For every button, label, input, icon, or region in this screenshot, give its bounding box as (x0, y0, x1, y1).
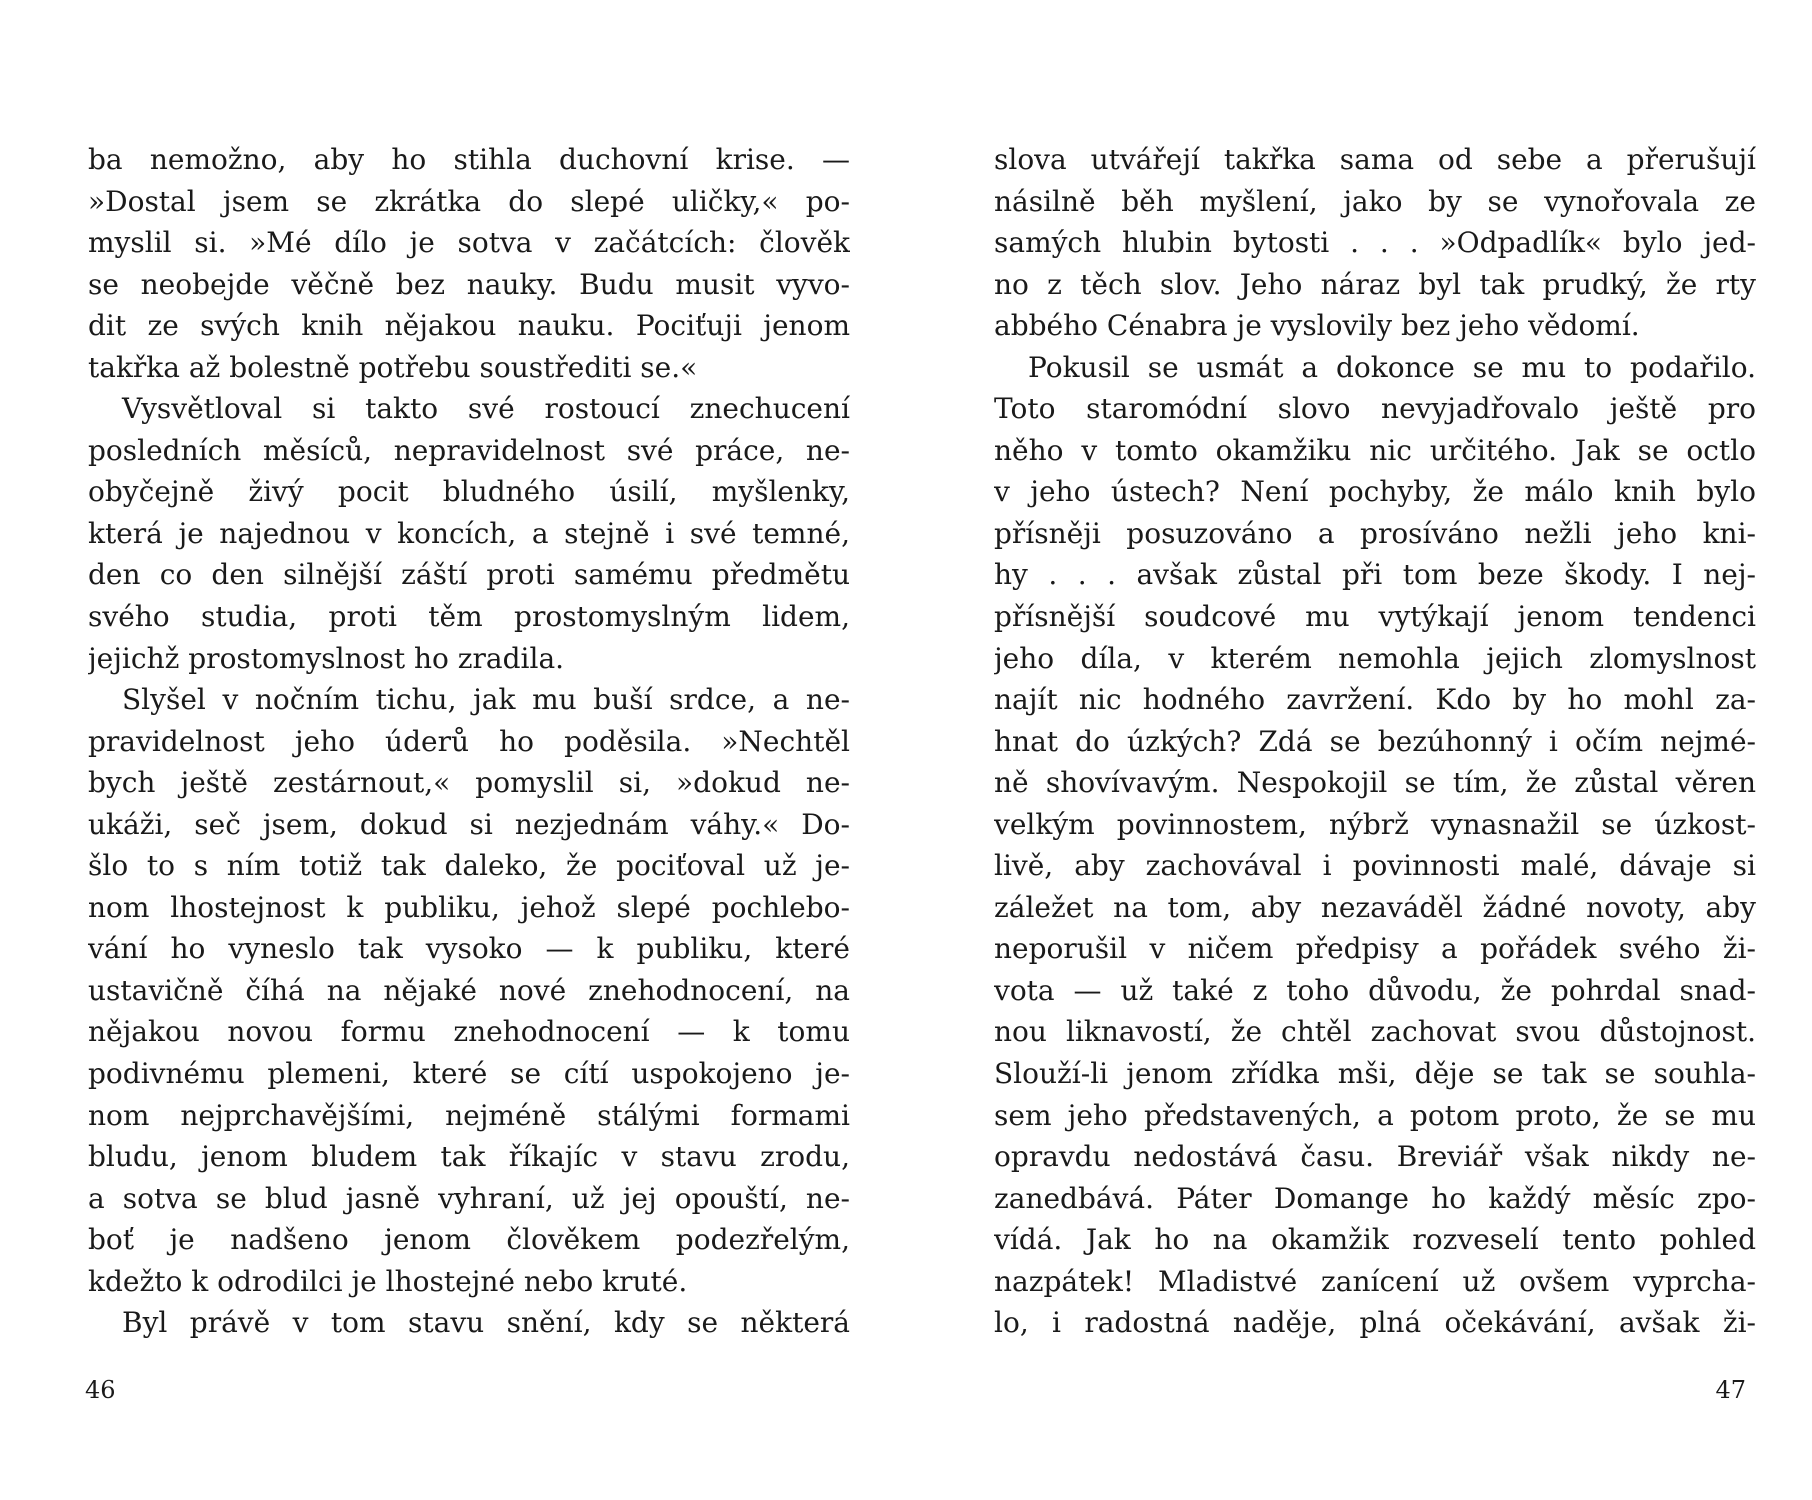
text-line: jejichž prostomyslnost ho zradila. (88, 641, 565, 675)
text-line: hnat do úzkých? Zdá se bezúhonný i očím nejmé- (994, 724, 1756, 758)
text-line: abbého Cénabra je vyslovily bez jeho vědomí. (994, 309, 1640, 343)
text-line: šlo to s ním totiž tak daleko, že pociťoval už je- (88, 849, 850, 883)
text-line: ustavičně číhá na nějaké nové znehodnocení, na (88, 973, 850, 1007)
text-line: vídá. Jak ho na okamžik rozveselí tento pohled (994, 1223, 1756, 1257)
text-line: záležet na tom, aby nezaváděl žádné novoty, aby (994, 890, 1756, 924)
text-line: opravdu nedostává času. Breviář však nikdy ne- (994, 1140, 1756, 1174)
text-line: neporušil v ničem předpisy a pořádek svého ži- (994, 932, 1756, 966)
text-line: takřka až bolestně potřebu soustřediti se.« (88, 350, 698, 384)
text-line: myslil si. »Mé dílo je sotva v začátcích: člověk (88, 226, 850, 260)
text-line: něho v tomto okamžiku nic určitého. Jak se octlo (994, 433, 1756, 467)
text-line: vota — už také z toho důvodu, že pohrdal snad- (994, 973, 1756, 1007)
text-line: hy . . . avšak zůstal při tom beze škody. I nej- (994, 558, 1756, 592)
text-line: násilně běh myšlení, jako by se vynořovala ze (994, 184, 1756, 218)
left-text-column (88, 139, 850, 1344)
text-line: Slouží-li jenom zřídka mši, děje se tak se souhla- (994, 1057, 1756, 1091)
text-line: vání ho vyneslo tak vysoko — k publiku, které (88, 932, 850, 966)
text-line: zanedbává. Páter Domange ho každý měsíc zpo- (994, 1181, 1756, 1215)
text-line: Slyšel v nočním tichu, jak mu buší srdce, a ne- (122, 683, 850, 717)
text-line: velkým povinnostem, nýbrž vynasnažil se úzkost- (994, 807, 1756, 841)
text-line: se neobejde věčně bez nauky. Budu musit vyvo- (88, 267, 850, 301)
text-line: livě, aby zachovával i povinnosti malé, dávaje si (994, 849, 1756, 883)
text-line: dit ze svých knih nějakou nauku. Pociťuji jenom (88, 309, 850, 343)
text-line: boť je nadšeno jenom člověkem podezřelým, (88, 1223, 850, 1257)
text-line: Byl právě v tom stavu snění, kdy se některá (122, 1306, 850, 1340)
text-line: svého studia, proti těm prostomyslným lidem, (88, 600, 850, 634)
text-line: sem jeho představených, a potom proto, že se mu (994, 1098, 1756, 1132)
text-line: lo, i radostná naděje, plná očekávání, avšak ži- (994, 1306, 1756, 1340)
text-line: a sotva se blud jasně vyhraní, už jej opouští, ne- (88, 1181, 850, 1215)
text-line: no z těch slov. Jeho náraz byl tak prudký, že rty (994, 267, 1756, 301)
text-line: Vysvětloval si takto své rostoucí znechucení (122, 392, 850, 426)
text-line: která je najednou v koncích, a stejně i své temné, (88, 516, 850, 550)
text-line: jeho díla, v kterém nemohla jejich zlomyslnost (994, 641, 1756, 675)
text-line: v jeho ústech? Není pochyby, že málo knih bylo (994, 475, 1756, 509)
text-line: posledních měsíců, nepravidelnost své práce, ne- (88, 433, 850, 467)
text-line: nějakou novou formu znehodnocení — k tomu (88, 1015, 850, 1049)
text-line: najít nic hodného zavržení. Kdo by ho mohl za- (994, 683, 1756, 717)
text-line: nom nejprchavějšími, nejméně stálými formami (88, 1098, 850, 1132)
text-line: slova utvářejí takřka sama od sebe a přerušují (994, 143, 1756, 176)
text-line: Pokusil se usmát a dokonce se mu to podařilo. (1028, 350, 1756, 384)
text-line: den co den silnější záští proti samému předmětu (88, 558, 850, 592)
text-line: podivnému plemeni, které se cítí uspokojeno je- (88, 1057, 850, 1091)
text-line: ba nemožno, aby ho stihla duchovní krise. — (88, 143, 850, 176)
text-line: pravidelnost jeho úderů ho poděsila. »Nechtěl (88, 724, 850, 758)
text-line: nou liknavostí, že chtěl zachovat svou důstojnost. (994, 1015, 1756, 1049)
text-line: bludu, jenom bludem tak říkajíc v stavu zrodu, (88, 1140, 850, 1174)
text-line: přísněji posuzováno a prosíváno nežli jeho kni- (994, 516, 1756, 550)
text-line: nom lhostejnost k publiku, jehož slepé pochlebo- (88, 890, 850, 924)
text-line: nazpátek! Mladistvé zanícení už ovšem vyprcha- (994, 1264, 1756, 1298)
page-number: 46 (85, 1376, 116, 1404)
text-line: bych ještě zestárnout,« pomyslil si, »dokud ne- (88, 766, 850, 800)
right-text-column (994, 139, 1756, 1344)
text-line: přísnější soudcové mu vytýkají jenom tendenci (994, 600, 1756, 634)
text-line: »Dostal jsem se zkrátka do slepé uličky,« po- (88, 184, 850, 218)
page-number: 47 (1715, 1376, 1746, 1404)
right-page (906, 0, 1812, 1500)
text-line: samých hlubin bytosti . . . »Odpadlík« bylo jed- (994, 226, 1756, 260)
text-line: ně shovívavým. Nespokojil se tím, že zůstal věren (994, 766, 1756, 800)
text-line: kdežto k odrodilci je lhostejné nebo kruté. (88, 1264, 688, 1298)
text-line: Toto staromódní slovo nevyjadřovalo ještě pro (994, 392, 1756, 426)
text-line: obyčejně živý pocit bludného úsilí, myšlenky, (88, 475, 850, 509)
text-line: ukáži, seč jsem, dokud si nezjednám váhy.« Do- (88, 807, 850, 841)
